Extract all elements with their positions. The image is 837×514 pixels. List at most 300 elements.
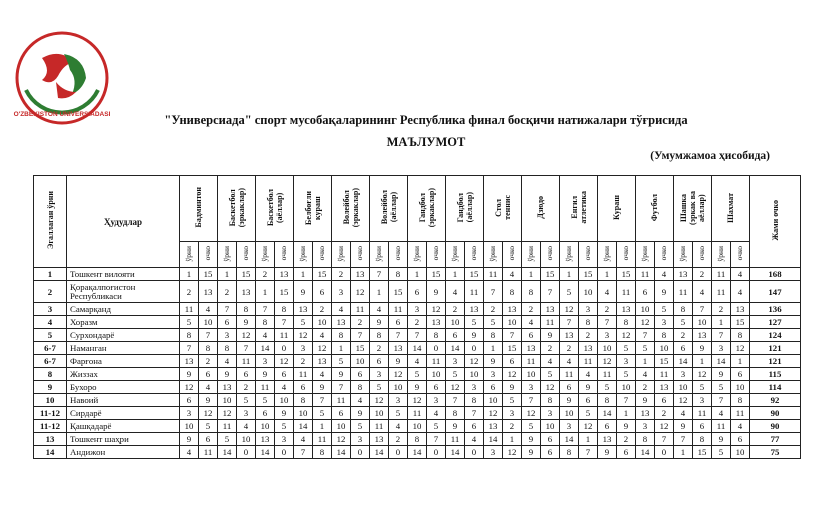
points-cell: 8 bbox=[427, 329, 446, 342]
place-cell: 4 bbox=[256, 329, 275, 342]
points-cell: 11 bbox=[199, 446, 218, 459]
points-subheader bbox=[313, 242, 332, 268]
place-cell: 10 bbox=[446, 316, 465, 329]
place-cell: 13 bbox=[522, 342, 541, 355]
rank-cell: 13 bbox=[34, 433, 67, 446]
place-cell: 7 bbox=[218, 303, 237, 316]
points-cell: 4 bbox=[351, 394, 370, 407]
points-cell: 8 bbox=[275, 303, 294, 316]
place-cell: 6 bbox=[560, 381, 579, 394]
points-cell: 4 bbox=[541, 355, 560, 368]
points-cell: 13 bbox=[465, 303, 484, 316]
total-cell: 75 bbox=[750, 446, 801, 459]
points-cell: 10 bbox=[465, 368, 484, 381]
sport-header bbox=[218, 176, 256, 242]
place-cell: 11 bbox=[256, 381, 275, 394]
place-cell: 3 bbox=[484, 368, 503, 381]
sport-header bbox=[484, 176, 522, 242]
place-subheader bbox=[294, 242, 313, 268]
region-cell: Андижон bbox=[67, 446, 180, 459]
total-cell: 115 bbox=[750, 368, 801, 381]
points-cell: 10 bbox=[731, 446, 750, 459]
points-cell: 1 bbox=[617, 407, 636, 420]
points-cell: 9 bbox=[199, 394, 218, 407]
points-cell: 12 bbox=[427, 303, 446, 316]
place-cell: 6 bbox=[180, 394, 199, 407]
points-cell: 3 bbox=[503, 407, 522, 420]
points-cell: 2 bbox=[541, 342, 560, 355]
points-cell: 0 bbox=[655, 446, 674, 459]
points-cell: 8 bbox=[617, 316, 636, 329]
place-subheader bbox=[674, 242, 693, 268]
points-cell: 5 bbox=[199, 420, 218, 433]
sport-header-label: Гандбол (аёллар) bbox=[455, 192, 474, 223]
table-row bbox=[34, 394, 801, 407]
place-cell: 4 bbox=[218, 355, 237, 368]
points-cell: 4 bbox=[237, 420, 256, 433]
sport-header bbox=[256, 176, 294, 242]
points-subheader bbox=[427, 242, 446, 268]
place-cell: 3 bbox=[484, 446, 503, 459]
sport-header-label: Баскетбол (эркаклар) bbox=[227, 187, 246, 228]
points-cell: 15 bbox=[503, 342, 522, 355]
place-cell: 9 bbox=[180, 433, 199, 446]
place-cell: 7 bbox=[180, 342, 199, 355]
points-cell: 15 bbox=[237, 268, 256, 281]
points-cell: 2 bbox=[199, 355, 218, 368]
place-cell: 12 bbox=[636, 316, 655, 329]
sport-header bbox=[408, 176, 446, 242]
place-cell: 13 bbox=[560, 329, 579, 342]
points-cell: 2 bbox=[237, 381, 256, 394]
sport-header bbox=[332, 176, 370, 242]
place-cell: 14 bbox=[636, 446, 655, 459]
points-cell: 6 bbox=[541, 446, 560, 459]
place-cell: 9 bbox=[180, 368, 199, 381]
place-subheader bbox=[598, 242, 617, 268]
place-subheader bbox=[408, 242, 427, 268]
place-subheader-label: ўрни bbox=[222, 245, 231, 262]
points-subheader bbox=[351, 242, 370, 268]
points-cell: 12 bbox=[199, 407, 218, 420]
points-cell: 11 bbox=[389, 303, 408, 316]
points-cell: 0 bbox=[275, 446, 294, 459]
points-cell: 3 bbox=[655, 316, 674, 329]
table-row bbox=[34, 446, 801, 459]
place-cell: 7 bbox=[712, 394, 731, 407]
points-cell: 8 bbox=[313, 446, 332, 459]
place-cell: 1 bbox=[294, 268, 313, 281]
points-cell: 2 bbox=[389, 433, 408, 446]
results-table bbox=[33, 175, 801, 459]
sport-header-label: Кураш bbox=[612, 195, 621, 220]
points-cell: 7 bbox=[541, 281, 560, 303]
place-cell: 11 bbox=[370, 420, 389, 433]
place-cell: 3 bbox=[408, 303, 427, 316]
place-cell: 9 bbox=[256, 368, 275, 381]
points-cell: 10 bbox=[275, 394, 294, 407]
place-cell: 11 bbox=[446, 433, 465, 446]
rank-cell: 6-7 bbox=[34, 342, 67, 355]
points-cell: 7 bbox=[237, 342, 256, 355]
points-cell: 5 bbox=[579, 407, 598, 420]
place-cell: 12 bbox=[370, 394, 389, 407]
sport-header-label: Шахмат bbox=[726, 192, 735, 223]
sport-header-label: Белбоғли кураш bbox=[303, 190, 322, 225]
points-subheader bbox=[199, 242, 218, 268]
place-cell: 2 bbox=[522, 303, 541, 316]
points-cell: 3 bbox=[617, 355, 636, 368]
points-cell: 7 bbox=[465, 407, 484, 420]
points-cell: 5 bbox=[351, 420, 370, 433]
place-cell: 10 bbox=[370, 407, 389, 420]
place-cell: 3 bbox=[712, 342, 731, 355]
place-cell: 14 bbox=[674, 355, 693, 368]
place-cell: 8 bbox=[560, 446, 579, 459]
points-cell: 7 bbox=[503, 329, 522, 342]
points-subheader-label: очко bbox=[735, 246, 744, 261]
region-cell: Хоразм bbox=[67, 316, 180, 329]
sport-header-label: Футбол bbox=[650, 193, 659, 222]
place-cell: 11 bbox=[674, 281, 693, 303]
rank-cell: 11-12 bbox=[34, 420, 67, 433]
points-cell: 13 bbox=[731, 303, 750, 316]
points-cell: 2 bbox=[617, 433, 636, 446]
points-cell: 8 bbox=[389, 268, 408, 281]
points-cell: 15 bbox=[313, 268, 332, 281]
place-cell: 8 bbox=[294, 394, 313, 407]
place-cell: 5 bbox=[256, 394, 275, 407]
sport-header-label: Бадминтон bbox=[194, 187, 203, 228]
place-cell: 8 bbox=[332, 329, 351, 342]
points-cell: 15 bbox=[693, 446, 712, 459]
points-cell: 0 bbox=[237, 446, 256, 459]
points-cell: 8 bbox=[655, 329, 674, 342]
place-cell: 12 bbox=[332, 433, 351, 446]
points-cell: 8 bbox=[693, 433, 712, 446]
place-cell: 14 bbox=[294, 420, 313, 433]
points-cell: 5 bbox=[617, 368, 636, 381]
points-subheader bbox=[617, 242, 636, 268]
place-cell: 7 bbox=[560, 316, 579, 329]
place-cell: 11 bbox=[712, 281, 731, 303]
place-cell: 13 bbox=[294, 303, 313, 316]
points-cell: 15 bbox=[427, 268, 446, 281]
points-cell: 2 bbox=[351, 316, 370, 329]
place-cell: 3 bbox=[370, 368, 389, 381]
place-cell: 8 bbox=[408, 433, 427, 446]
table-row bbox=[34, 329, 801, 342]
points-cell: 11 bbox=[237, 355, 256, 368]
logo-ring-outer bbox=[17, 33, 107, 123]
points-subheader-label: очко bbox=[469, 246, 478, 261]
region-cell: Самарқанд bbox=[67, 303, 180, 316]
points-cell: 9 bbox=[237, 316, 256, 329]
points-cell: 7 bbox=[199, 329, 218, 342]
place-subheader bbox=[560, 242, 579, 268]
place-cell: 8 bbox=[370, 329, 389, 342]
points-cell: 2 bbox=[503, 420, 522, 433]
place-cell: 2 bbox=[332, 268, 351, 281]
points-cell: 3 bbox=[275, 433, 294, 446]
points-subheader-label: очко bbox=[697, 246, 706, 261]
points-cell: 15 bbox=[617, 268, 636, 281]
region-cell: Сурхондарё bbox=[67, 329, 180, 342]
place-cell: 11 bbox=[408, 407, 427, 420]
place-subheader-label: ўрни bbox=[640, 245, 649, 262]
points-cell: 0 bbox=[427, 446, 446, 459]
region-cell: Навоий bbox=[67, 394, 180, 407]
points-cell: 9 bbox=[579, 381, 598, 394]
place-cell: 7 bbox=[294, 446, 313, 459]
points-cell: 3 bbox=[427, 394, 446, 407]
points-cell: 11 bbox=[275, 329, 294, 342]
points-cell: 5 bbox=[541, 368, 560, 381]
place-cell: 1 bbox=[332, 342, 351, 355]
points-cell: 13 bbox=[579, 342, 598, 355]
points-cell: 8 bbox=[731, 329, 750, 342]
rank-cell: 3 bbox=[34, 303, 67, 316]
place-cell: 13 bbox=[484, 420, 503, 433]
points-cell: 11 bbox=[693, 407, 712, 420]
place-cell: 2 bbox=[180, 281, 199, 303]
points-subheader-label: очко bbox=[317, 246, 326, 261]
region-cell: Жиззах bbox=[67, 368, 180, 381]
points-cell: 11 bbox=[617, 281, 636, 303]
place-cell: 11 bbox=[332, 394, 351, 407]
points-cell: 6 bbox=[693, 420, 712, 433]
place-cell: 2 bbox=[218, 281, 237, 303]
points-cell: 1 bbox=[503, 433, 522, 446]
place-subheader-label: ўрни bbox=[488, 245, 497, 262]
place-cell: 12 bbox=[408, 394, 427, 407]
place-cell: 11 bbox=[560, 368, 579, 381]
place-cell: 5 bbox=[560, 281, 579, 303]
region-cell: Қашқадарё bbox=[67, 420, 180, 433]
points-subheader-label: очко bbox=[279, 246, 288, 261]
points-cell: 7 bbox=[389, 329, 408, 342]
place-cell: 2 bbox=[370, 342, 389, 355]
place-cell: 7 bbox=[408, 329, 427, 342]
points-cell: 6 bbox=[275, 368, 294, 381]
logo-text: O'ZBEKISTON UNIVERSIADASI bbox=[13, 111, 111, 118]
points-cell: 7 bbox=[275, 316, 294, 329]
points-cell: 2 bbox=[579, 329, 598, 342]
points-cell: 11 bbox=[541, 316, 560, 329]
points-cell: 13 bbox=[351, 268, 370, 281]
points-cell: 8 bbox=[541, 394, 560, 407]
place-cell: 14 bbox=[256, 446, 275, 459]
rank-cell: 9 bbox=[34, 381, 67, 394]
total-cell: 114 bbox=[750, 381, 801, 394]
place-cell: 10 bbox=[256, 420, 275, 433]
place-cell: 10 bbox=[598, 342, 617, 355]
place-cell: 5 bbox=[598, 381, 617, 394]
points-cell: 12 bbox=[617, 329, 636, 342]
points-subheader-label: очко bbox=[507, 246, 516, 261]
place-cell: 3 bbox=[180, 407, 199, 420]
place-cell: 9 bbox=[294, 281, 313, 303]
points-cell: 7 bbox=[655, 433, 674, 446]
points-cell: 4 bbox=[313, 368, 332, 381]
place-cell: 6 bbox=[636, 281, 655, 303]
points-cell: 4 bbox=[693, 281, 712, 303]
place-cell: 6 bbox=[332, 407, 351, 420]
points-cell: 6 bbox=[427, 381, 446, 394]
place-cell: 13 bbox=[598, 433, 617, 446]
place-cell: 12 bbox=[560, 303, 579, 316]
region-cell: Наманган bbox=[67, 342, 180, 355]
points-cell: 1 bbox=[313, 420, 332, 433]
place-cell: 14 bbox=[712, 355, 731, 368]
place-cell: 9 bbox=[218, 368, 237, 381]
rank-cell: 1 bbox=[34, 268, 67, 281]
points-cell: 10 bbox=[199, 316, 218, 329]
points-cell: 4 bbox=[313, 329, 332, 342]
points-subheader bbox=[693, 242, 712, 268]
place-cell: 6 bbox=[598, 420, 617, 433]
place-cell: 14 bbox=[408, 342, 427, 355]
table-row bbox=[34, 368, 801, 381]
points-cell: 7 bbox=[693, 303, 712, 316]
place-subheader-label: ўрни bbox=[298, 245, 307, 262]
points-cell: 10 bbox=[655, 342, 674, 355]
place-cell: 1 bbox=[560, 268, 579, 281]
place-cell: 13 bbox=[180, 355, 199, 368]
place-cell: 5 bbox=[294, 316, 313, 329]
points-cell: 11 bbox=[655, 368, 674, 381]
total-header bbox=[750, 176, 801, 268]
points-cell: 1 bbox=[693, 355, 712, 368]
points-cell: 6 bbox=[313, 281, 332, 303]
sport-header-label: Дзюдо bbox=[536, 196, 545, 219]
points-subheader bbox=[579, 242, 598, 268]
points-cell: 15 bbox=[579, 268, 598, 281]
place-cell: 11 bbox=[294, 368, 313, 381]
rank-cell: 4 bbox=[34, 316, 67, 329]
rank-cell: 2 bbox=[34, 281, 67, 303]
rank-cell: 5 bbox=[34, 329, 67, 342]
total-header-label: Жами очко bbox=[770, 200, 780, 241]
place-cell: 8 bbox=[598, 394, 617, 407]
region-cell: Қорақалпоғистон Республикаси bbox=[67, 281, 180, 303]
table-row bbox=[34, 303, 801, 316]
points-cell: 10 bbox=[503, 316, 522, 329]
place-cell: 10 bbox=[674, 381, 693, 394]
place-cell: 3 bbox=[256, 355, 275, 368]
place-cell: 3 bbox=[218, 329, 237, 342]
place-cell: 9 bbox=[712, 433, 731, 446]
logo-flame bbox=[56, 82, 76, 98]
place-cell: 2 bbox=[674, 329, 693, 342]
points-cell: 9 bbox=[427, 281, 446, 303]
place-cell: 11 bbox=[484, 268, 503, 281]
sport-header bbox=[446, 176, 484, 242]
place-cell: 9 bbox=[484, 355, 503, 368]
points-cell: 13 bbox=[617, 303, 636, 316]
points-cell: 4 bbox=[199, 381, 218, 394]
place-cell: 9 bbox=[522, 433, 541, 446]
points-cell: 8 bbox=[351, 381, 370, 394]
points-subheader bbox=[237, 242, 256, 268]
place-cell: 5 bbox=[446, 368, 465, 381]
points-cell: 12 bbox=[579, 420, 598, 433]
points-cell: 8 bbox=[465, 394, 484, 407]
sport-header-label: Баскетбол (аёллар) bbox=[265, 188, 284, 226]
points-cell: 15 bbox=[199, 268, 218, 281]
rank-cell: 14 bbox=[34, 446, 67, 459]
place-cell: 3 bbox=[522, 381, 541, 394]
points-cell: 3 bbox=[541, 407, 560, 420]
points-cell: 2 bbox=[313, 303, 332, 316]
rank-cell: 10 bbox=[34, 394, 67, 407]
place-cell: 7 bbox=[446, 394, 465, 407]
sport-header-label: Енгил атлетика bbox=[569, 191, 588, 224]
place-cell: 14 bbox=[560, 433, 579, 446]
region-cell: Тошкент вилояти bbox=[67, 268, 180, 281]
points-cell: 10 bbox=[579, 281, 598, 303]
points-cell: 13 bbox=[427, 316, 446, 329]
points-cell: 8 bbox=[503, 281, 522, 303]
points-cell: 7 bbox=[351, 329, 370, 342]
points-cell: 15 bbox=[541, 268, 560, 281]
place-cell: 7 bbox=[712, 329, 731, 342]
points-cell: 5 bbox=[427, 420, 446, 433]
place-cell: 9 bbox=[560, 394, 579, 407]
place-cell: 4 bbox=[180, 446, 199, 459]
place-cell: 10 bbox=[218, 394, 237, 407]
place-subheader bbox=[256, 242, 275, 268]
place-cell: 1 bbox=[408, 268, 427, 281]
points-cell: 9 bbox=[503, 381, 522, 394]
sport-header bbox=[636, 176, 674, 242]
place-cell: 1 bbox=[370, 281, 389, 303]
document-subtitle: МАЪЛУМОТ bbox=[386, 135, 466, 149]
rank-cell: 8 bbox=[34, 368, 67, 381]
points-cell: 13 bbox=[655, 381, 674, 394]
sport-header-label: Гандбол (эркаклар) bbox=[417, 187, 436, 228]
points-cell: 4 bbox=[427, 407, 446, 420]
sport-header-label: Волейбол (эркаклар) bbox=[341, 187, 360, 228]
place-cell: 7 bbox=[598, 316, 617, 329]
rank-header-label: Эгаллаган ўрни bbox=[45, 191, 55, 250]
place-subheader bbox=[522, 242, 541, 268]
table-row bbox=[34, 342, 801, 355]
points-cell: 7 bbox=[579, 446, 598, 459]
points-cell: 15 bbox=[389, 281, 408, 303]
place-cell: 3 bbox=[294, 342, 313, 355]
place-cell: 13 bbox=[218, 381, 237, 394]
place-cell: 12 bbox=[522, 407, 541, 420]
place-subheader-label: ўрни bbox=[336, 245, 345, 262]
place-cell: 2 bbox=[256, 268, 275, 281]
points-cell: 5 bbox=[465, 316, 484, 329]
total-cell: 147 bbox=[750, 281, 801, 303]
place-cell: 5 bbox=[712, 381, 731, 394]
place-cell: 10 bbox=[180, 420, 199, 433]
points-cell: 10 bbox=[351, 355, 370, 368]
place-cell: 1 bbox=[484, 342, 503, 355]
place-cell: 5 bbox=[408, 368, 427, 381]
place-cell: 6 bbox=[370, 355, 389, 368]
place-cell: 3 bbox=[332, 281, 351, 303]
place-subheader-label: ўрни bbox=[526, 245, 535, 262]
points-cell: 6 bbox=[655, 394, 674, 407]
place-subheader-label: ўрни bbox=[184, 245, 193, 262]
place-cell: 14 bbox=[332, 446, 351, 459]
place-cell: 10 bbox=[484, 394, 503, 407]
points-cell: 6 bbox=[579, 394, 598, 407]
